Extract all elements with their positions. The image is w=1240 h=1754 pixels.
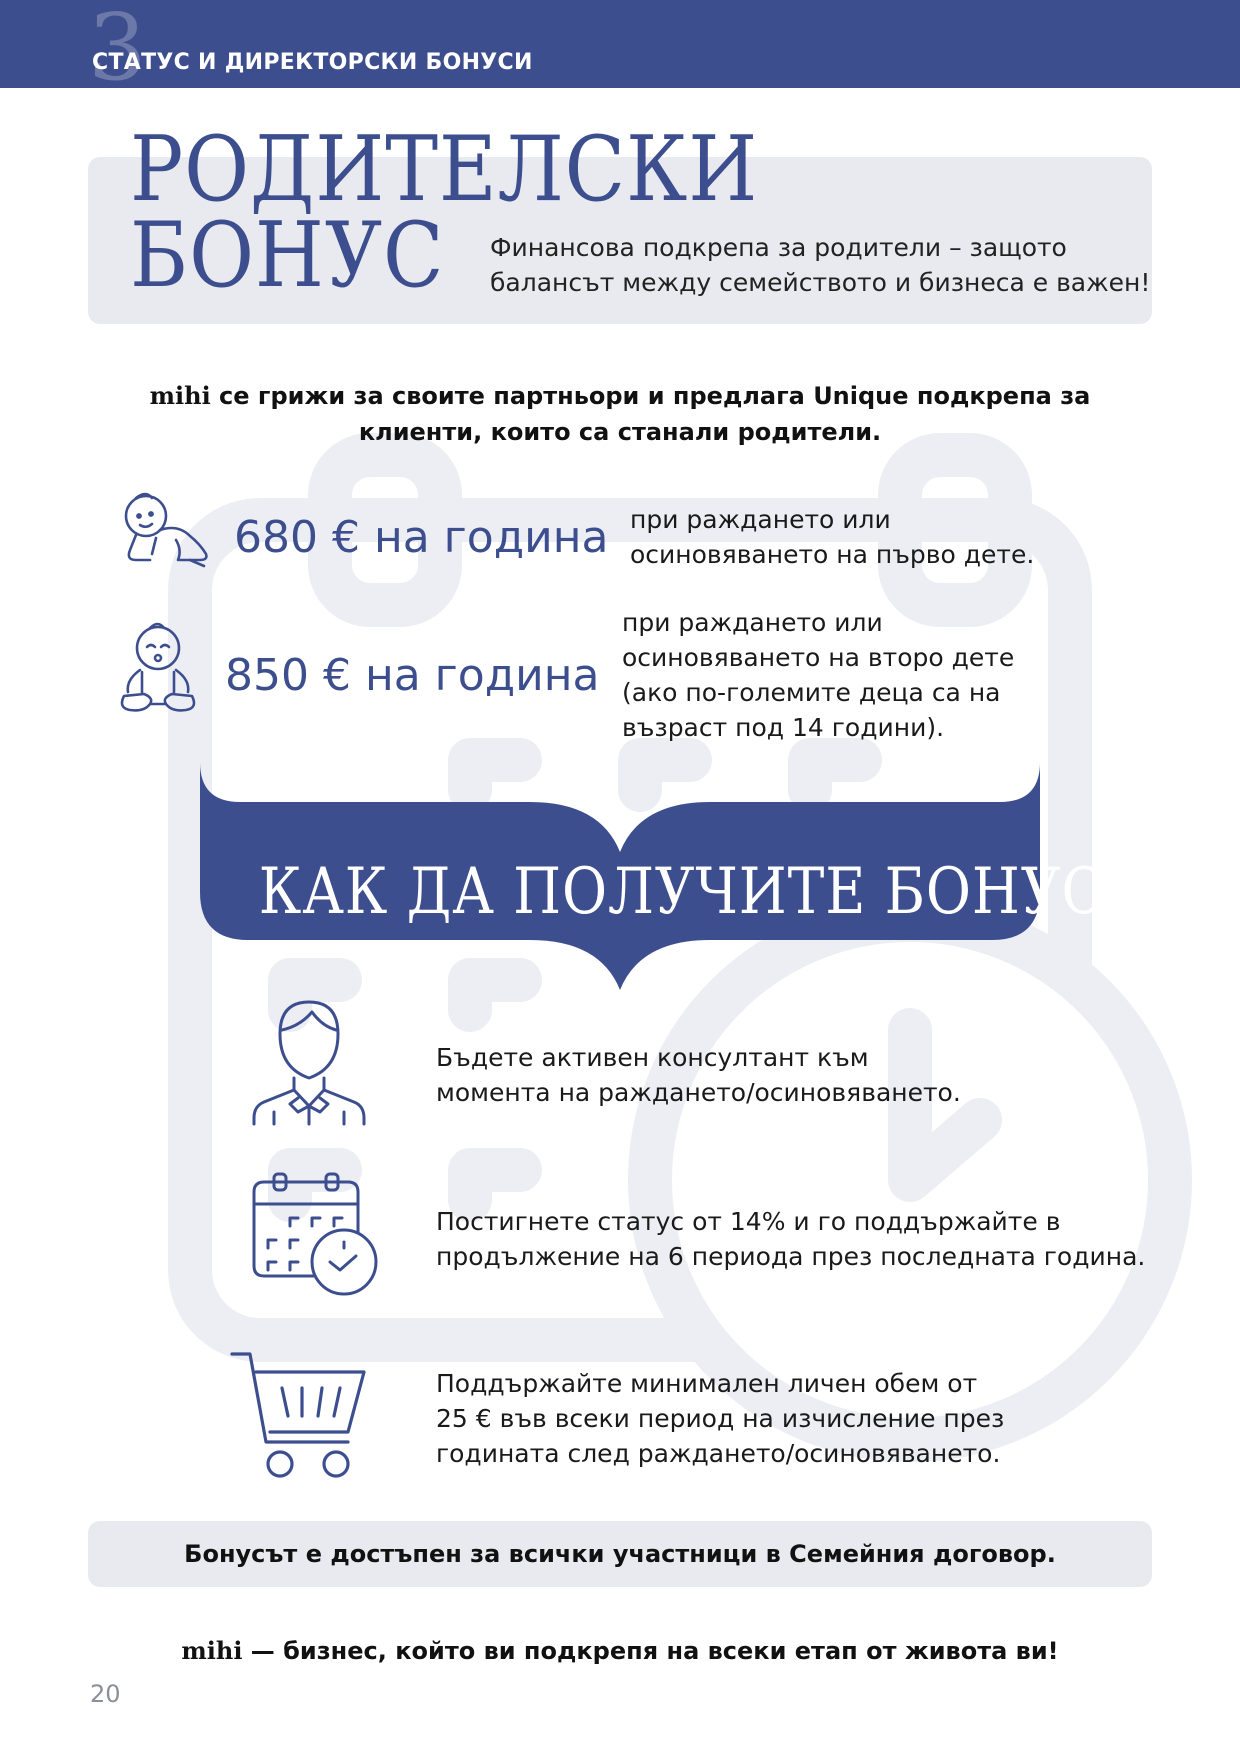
bonus-description-line: осиновяването на първо дете. [630,540,1035,569]
bonus-amount: 680 € на година [234,512,609,563]
footer-slogan [88,1636,1152,1665]
footer-slogan-text: — бизнес, който ви подкрепя на всеки етап от живота ви! [242,1637,1059,1665]
step-text-line: Постигнете статус от 14% и го поддържайте в [436,1207,1061,1236]
bonus-description [630,502,1034,572]
intro-text [100,378,1140,450]
note-text: Бонусът е достъпен за всички участници в Семейния договор. [184,1540,1056,1568]
brand-name: mihi [181,1636,243,1665]
subtitle-line-1: Финансова подкрепа за родители – защото [490,233,1067,262]
page-number: 20 [90,1680,121,1708]
intro-line-2: клиенти, които са станали родители. [358,418,882,446]
hero-subtitle [490,230,1150,300]
bonus-description-line: възраст под 14 години). [622,713,945,742]
intro-line-1-text: се грижи за своите партньори и предлага Unique подкрепа за [210,382,1091,410]
bonus-description-line: осиновяването на второ дете [622,643,1015,672]
consultant-icon [250,994,368,1126]
bonus-description-line: при раждането или [622,608,883,637]
step-text [436,1204,1145,1274]
shopping-cart-icon [230,1350,370,1482]
step-text-line: Бъдете активен консултант към [436,1043,869,1072]
intro-line-1 [100,378,1140,414]
subtitle-line-2: балансът между семейството и бизнеса е важен! [490,268,1151,297]
step-text [436,1040,961,1110]
crawling-baby-icon [116,488,212,570]
step-text-line: момента на раждането/осиновяването. [436,1078,961,1107]
bonus-description [622,605,1014,745]
step-text-line: годината след раждането/осиновяването. [436,1439,1001,1468]
title-line-1: РОДИТЕЛСКИ [130,117,759,222]
bonus-description-line: при раждането или [630,505,891,534]
title-line-2: БОНУС [130,203,445,308]
section-title: СТАТУС И ДИРЕКТОРСКИ БОНУСИ [92,50,533,75]
calendar-clock-icon [250,1172,382,1300]
bonus-amount: 850 € на година [225,650,600,701]
banner-title: КАК ДА ПОЛУЧИТЕ БОНУС? [258,855,1135,929]
step-text-line: продължение на 6 периода през последната година. [436,1242,1146,1271]
step-text-line: 25 € във всеки период на изчисление през [436,1404,1005,1433]
bonus-description-line: (ако по-големите деца са на [622,678,1001,707]
section-number: 3 [88,0,147,101]
brand-name: mihi [149,381,211,410]
step-text-line: Поддържайте минимален личен обем от [436,1369,978,1398]
sitting-baby-icon [114,620,202,714]
step-text [436,1366,1004,1471]
